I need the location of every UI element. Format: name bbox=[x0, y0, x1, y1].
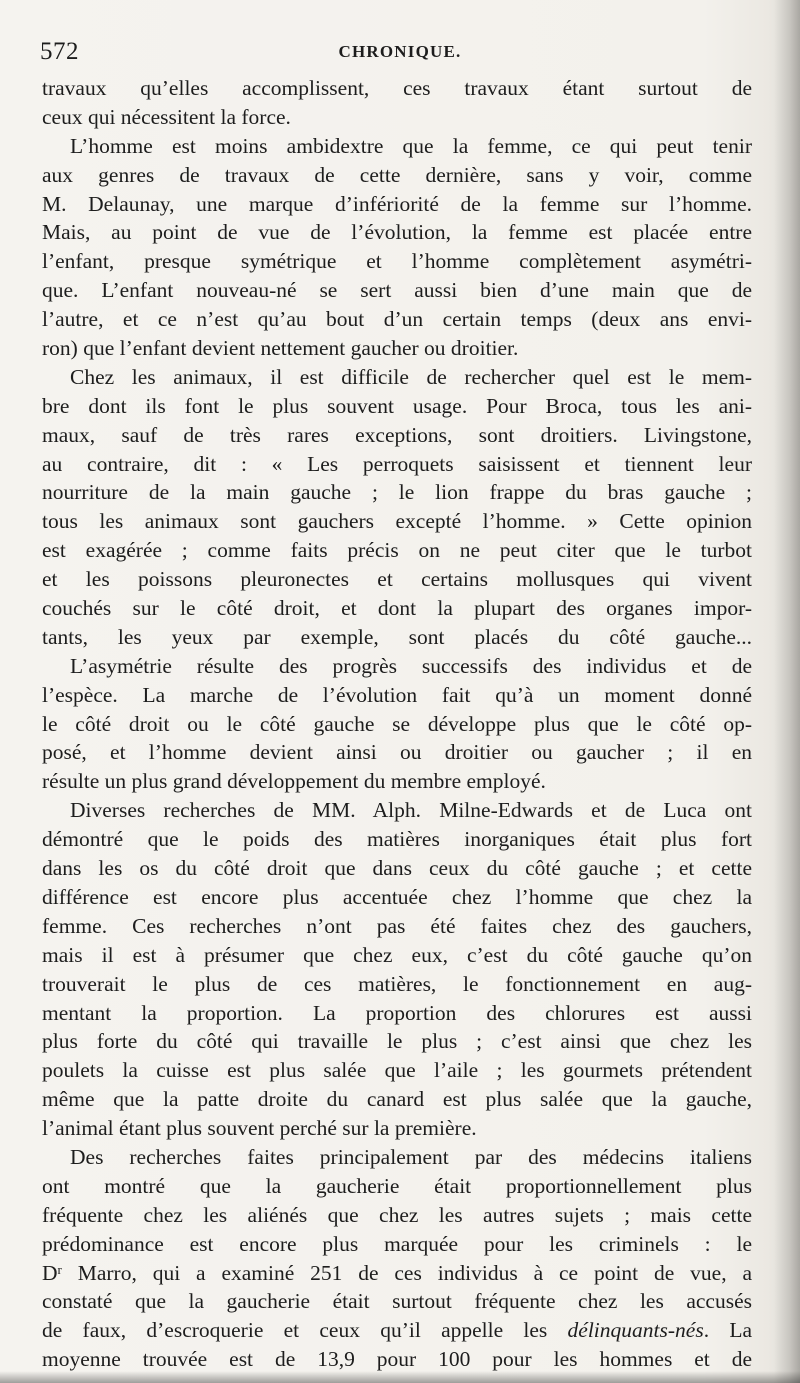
text-line: résulte un plus grand développement du membre employé. bbox=[42, 769, 546, 794]
text-line: poulets la cuisse est plus salée que l’aile ; les gourmets prétendent bbox=[42, 1058, 752, 1083]
text-line: L’asymétrie résulte des progrès successifs des individus et de bbox=[70, 653, 752, 678]
text-line: ron) que l’enfant devient nettement gaucher ou droitier. bbox=[42, 336, 519, 361]
text-line: travaux qu’elles accomplissent, ces travaux étant surtout de bbox=[42, 76, 752, 100]
text-line: démontré que le poids des matières inorganiques était plus fort bbox=[42, 827, 752, 852]
text-line: différence est encore plus accentuée chez l’homme que chez la bbox=[42, 884, 752, 909]
page-header bbox=[40, 38, 760, 68]
page-number: 572 bbox=[40, 38, 79, 65]
text-line: maux, sauf de très rares exceptions, sont droitiers. Livingstone, bbox=[42, 422, 752, 447]
paragraph-1 bbox=[42, 74, 752, 132]
text-line: dans les os du côté droit que dans ceux du côté gauche ; et cette bbox=[42, 856, 752, 881]
text-line: que. L’enfant nouveau-né se sert aussi bien d’une main que de bbox=[42, 278, 752, 303]
text-line: posé, et l’homme devient ainsi ou droitier ou gaucher ; il en bbox=[42, 740, 752, 765]
text-line: prédominance est encore plus marquée pour les criminels : le bbox=[42, 1231, 752, 1256]
text-line: constaté que la gaucherie était surtout fréquente chez les accusés bbox=[42, 1289, 752, 1314]
text-line: fréquente chez les aliénés que chez les autres sujets ; mais cette bbox=[42, 1202, 752, 1227]
text-line: ont montré que la gaucherie était proportionnellement plus bbox=[42, 1173, 752, 1198]
text-line: moyenne trouvée est de 13,9 pour 100 pour les hommes et de bbox=[42, 1347, 752, 1372]
text-line: au contraire, dit : « Les perroquets saisissent et tiennent leur bbox=[42, 451, 752, 476]
text-line: ceux qui nécessitent la force. bbox=[42, 104, 291, 129]
text-line: nourriture de la main gauche ; le lion frappe du bras gauche ; bbox=[42, 480, 752, 505]
text-line: plus forte du côté qui travaille le plus ; c’est ainsi que chez les bbox=[42, 1029, 752, 1054]
text-line: $D^r$ Marro, qui a examiné 251 de ces individus à ce point de vue, a bbox=[42, 1260, 752, 1285]
text-line: femme. Ces recherches n’ont pas été faites chez des gauchers, bbox=[42, 913, 752, 938]
text-line: L’homme est moins ambidextre que la femme, ce qui peut tenir bbox=[70, 133, 752, 158]
text-line: Des recherches faites principalement par des médecins italiens bbox=[70, 1144, 752, 1169]
text-line: trouverait le plus de ces matières, le fonctionnement en aug- bbox=[42, 971, 752, 996]
text-line: tants, les yeux par exemple, sont placés du côté gauche... bbox=[42, 624, 752, 649]
text-line: l’animal étant plus souvent perché sur la première. bbox=[42, 1116, 477, 1141]
paragraph-3 bbox=[42, 363, 752, 652]
text-line: aux genres de travaux de cette dernière, sans y voir, comme bbox=[42, 162, 752, 187]
text-line: l’enfant, presque symétrique et l’homme complètement asymétri- bbox=[42, 249, 752, 274]
text-line: Mais, au point de vue de l’évolution, la femme est placée entre bbox=[42, 220, 752, 245]
text-line: bre dont ils font le plus souvent usage. Pour Broca, tous les ani- bbox=[42, 393, 752, 418]
text-line: couchés sur le côté droit, et dont la plupart des organes impor- bbox=[42, 596, 752, 621]
text-line: M. Delaunay, une marque d’infériorité de la femme sur l’homme. bbox=[42, 191, 752, 216]
text-line: mais il est à présumer que chez eux, c’est du côté gauche qu’on bbox=[42, 942, 752, 967]
paragraph-2 bbox=[42, 132, 752, 363]
text-line: Diverses recherches de MM. Alph. Milne-Edwards et de Luca ont bbox=[70, 798, 752, 823]
text-line: mentant la proportion. La proportion des chlorures est aussi bbox=[42, 1000, 752, 1025]
text-line: l’autre, et ce n’est qu’au bout d’un certain temps (deux ans envi- bbox=[42, 307, 752, 332]
text-line: l’espèce. La marche de l’évolution fait qu’à un moment donné bbox=[42, 682, 752, 707]
paragraph-4 bbox=[42, 652, 752, 796]
paragraph-6 bbox=[42, 1143, 752, 1374]
text-line: même que la patte droite du canard est plus salée que la gauche, bbox=[42, 1087, 752, 1112]
text-line: Chez les animaux, il est difficile de rechercher quel est le mem- bbox=[70, 364, 752, 389]
text-line: tous les animaux sont gauchers excepté l’homme. » Cette opinion bbox=[42, 509, 752, 534]
text-line: est exagérée ; comme faits précis on ne peut citer que le turbot bbox=[42, 538, 752, 563]
text-line: de faux, d’escroquerie et ceux qu’il appelle les délinquants-nés. La bbox=[42, 1318, 752, 1343]
paragraph-5 bbox=[42, 796, 752, 1143]
text-line: et les poissons pleuronectes et certains mollusques qui vivent bbox=[42, 567, 752, 592]
binding-shadow bbox=[774, 0, 800, 1383]
body-text bbox=[42, 74, 752, 1374]
running-title: CHRONIQUE. bbox=[338, 42, 462, 61]
text-line: le côté droit ou le côté gauche se développe plus que le côté op- bbox=[42, 711, 752, 736]
